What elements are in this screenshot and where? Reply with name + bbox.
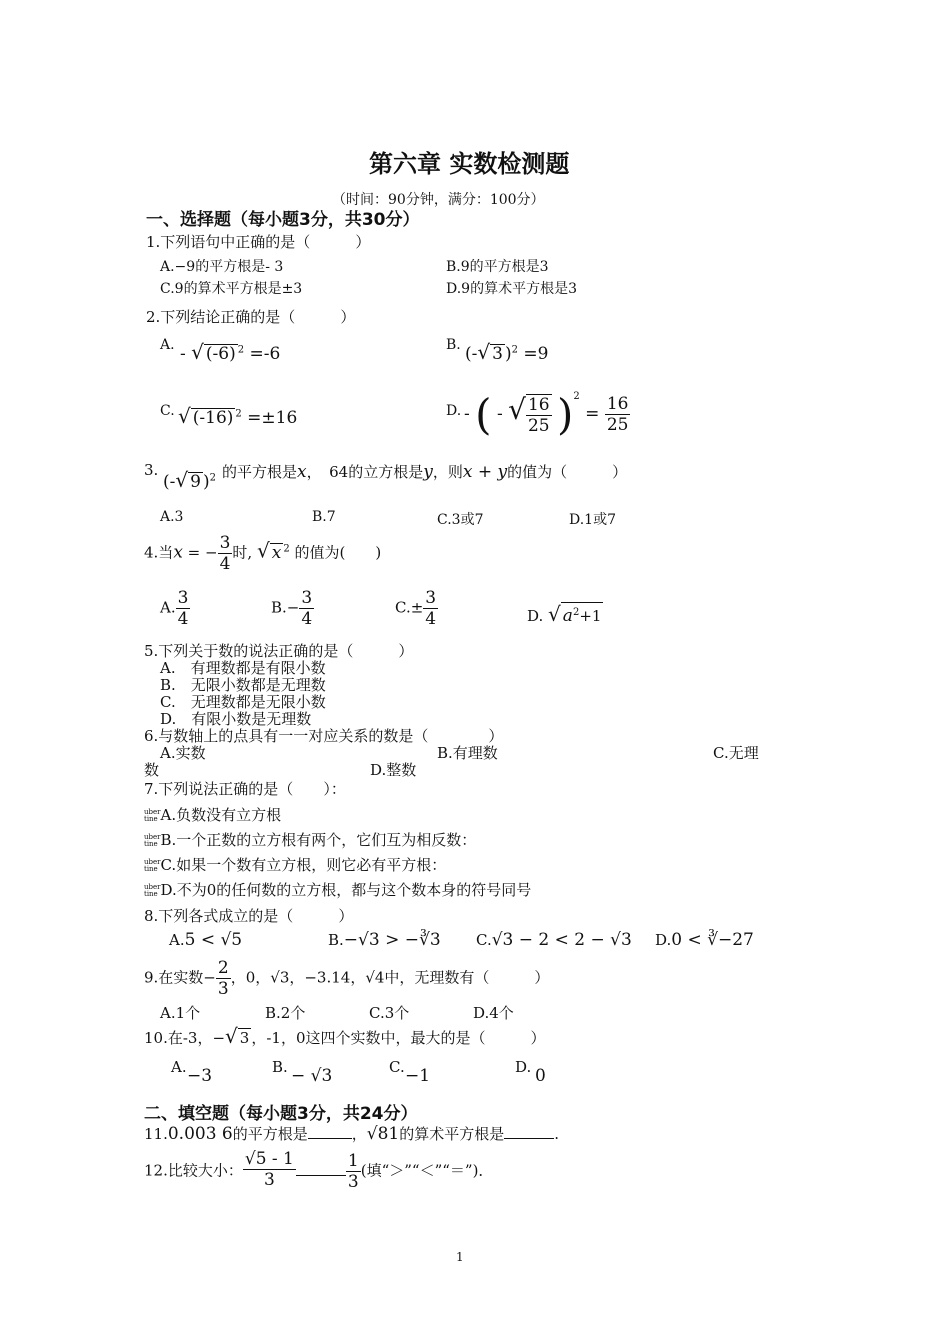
question-7-option-d: uber tine D.不为0的任何数的立方根，都与这个数本身的符号同号 <box>144 881 532 899</box>
question-7-option-b: uber tine B.一个正数的立方根有两个，它们互为相反数： <box>144 831 477 849</box>
question-10-option-d: 0 <box>535 1066 546 1086</box>
question-8-option-b: B.−√3 > −∛3 <box>328 930 441 950</box>
question-10-option-a-label: A. <box>171 1058 187 1076</box>
question-4-option-c: C.± $\frac{3}{4}$ <box>395 588 437 629</box>
question-3-option-d: D.1或7 <box>569 512 616 528</box>
question-4-stem: 4.当x = − $\frac{3}{4}$ 时, √ x $^2$ 的值为( ) <box>144 533 382 574</box>
question-7-stem: 7.下列说法正确的是（ ）： <box>144 780 346 798</box>
question-4-option-a: A. $\frac{3}{4}$ <box>160 588 189 629</box>
question-10-stem: 10.在-3，−√ 3 ，-1，0这四个实数中，最大的是（ ） <box>144 1024 546 1048</box>
question-2-option-b-formula: (-√ 3 )$^2$ =9 <box>465 340 549 364</box>
question-8-option-a: A.5 < √5 <box>169 930 243 950</box>
question-1-option-c: C.9的算术平方根是±3 <box>160 281 303 297</box>
question-10-option-c: −1 <box>405 1066 431 1086</box>
exam-info: （时间：90分钟，满分：100分） <box>332 192 545 208</box>
question-9-option-a: A.1个 <box>160 1004 201 1022</box>
question-6-option-d: D.整数 <box>370 761 417 779</box>
question-2-stem: 2.下列结论正确的是（ ） <box>146 308 356 326</box>
field-mark-icon: uber tine <box>144 883 161 898</box>
question-10-option-b: − √3 <box>291 1066 333 1086</box>
question-2-option-c-label: C. <box>160 403 175 419</box>
question-6-stem: 6.与数轴上的点具有一一对应关系的数是（ ） <box>144 727 504 745</box>
question-9-stem: 9.在实数− $\frac{2}{3}$ ，0，√3，−3.14，√4中，无理数有（ ） <box>144 958 550 999</box>
question-7-option-c: uber tine C.如果一个数有立方根，则它必有平方根： <box>144 856 447 874</box>
question-10-option-d-label: D. <box>515 1058 532 1076</box>
field-mark-icon: uber tine <box>144 833 161 848</box>
question-1-option-a: A.−9的平方根是- 3 <box>160 259 284 275</box>
question-2-option-c-formula: √ (-16) $^2$ =±16 <box>178 404 298 428</box>
question-1-option-d: D.9的算术平方根是3 <box>446 281 577 297</box>
question-5-option-a: A. 有理数都是有限小数 <box>160 659 326 677</box>
answer-blank[interactable] <box>504 1138 554 1139</box>
question-6-option-c-wrap: 数 <box>144 761 160 779</box>
question-6-option-a: A.实数 <box>160 744 206 762</box>
question-2-option-b-label: B. <box>446 337 461 353</box>
section-heading-choice: 一、选择题（每小题3分，共30分） <box>146 210 420 230</box>
question-3-option-b: B.7 <box>312 509 336 525</box>
page-number: 1 <box>456 1250 464 1264</box>
question-10-option-a: −3 <box>187 1066 213 1086</box>
question-3-expression: (-√ 9 )$^2$ <box>163 468 216 492</box>
field-mark-icon: uber tine <box>144 808 161 823</box>
answer-blank[interactable] <box>308 1138 352 1139</box>
answer-blank[interactable] <box>296 1175 346 1176</box>
question-6-option-b: B.有理数 <box>437 744 498 762</box>
question-6-option-c: C.无理 <box>713 744 759 762</box>
question-8-option-c: C.√3 − 2 < 2 − √3 <box>476 930 632 950</box>
question-5-option-d: D. 有限小数是无理数 <box>160 710 312 728</box>
question-9-option-b: B.2个 <box>265 1004 306 1022</box>
question-3-stem: 的平方根是x， 64的立方根是y，则x + y的值为（ ） <box>222 462 628 482</box>
question-2-option-a-label: A. <box>160 337 175 353</box>
question-4-option-b: B.− $\frac{3}{4}$ <box>271 588 313 629</box>
question-5-option-c: C. 无理数都是无限小数 <box>160 693 326 711</box>
question-9-option-c: C.3个 <box>369 1004 410 1022</box>
question-2-option-d-formula: - ( - √ $\frac{16}{25}$ )$^2$ = $\frac{16}{25}$ <box>464 390 629 439</box>
question-5-stem: 5.下列关于数的说法正确的是（ ） <box>144 642 414 660</box>
field-mark-icon: uber tine <box>144 858 161 873</box>
section-heading-fill: 二、填空题（每小题3分，共24分） <box>144 1104 418 1124</box>
question-9-option-d: D.4个 <box>473 1004 514 1022</box>
question-2-option-d-label: D. <box>446 403 462 419</box>
page-title: 第六章 实数检测题 <box>369 150 570 178</box>
question-1-option-b: B.9的平方根是3 <box>446 259 549 275</box>
question-8-stem: 8.下列各式成立的是（ ） <box>144 907 354 925</box>
question-8-option-d: D.0 < ∛−27 <box>655 930 754 950</box>
question-1-stem: 1.下列语句中正确的是（ ） <box>146 233 371 251</box>
question-10-option-c-label: C. <box>389 1058 405 1076</box>
question-11-stem: 11.0.003 6的平方根是 ，√81的算术平方根是 . <box>144 1124 560 1144</box>
question-3-number: 3. <box>144 461 159 479</box>
question-4-option-d: D. √ $a^2+1$ <box>527 602 602 626</box>
question-12-stem: 12.比较大小： $\frac{√5 - 1}{3}$ $\frac{1}{3}$ (填“＞”“＜”“＝”)． <box>144 1149 494 1192</box>
question-10-option-b-label: B. <box>272 1058 288 1076</box>
question-3-option-c: C.3或7 <box>437 512 484 528</box>
question-2-option-a-formula: - √ (-6) $^2$ =-6 <box>180 340 281 364</box>
question-7-option-a: uber tine A.负数没有立方根 <box>144 806 282 824</box>
question-5-option-b: B. 无限小数都是无理数 <box>160 676 326 694</box>
question-3-option-a: A.3 <box>160 509 184 525</box>
